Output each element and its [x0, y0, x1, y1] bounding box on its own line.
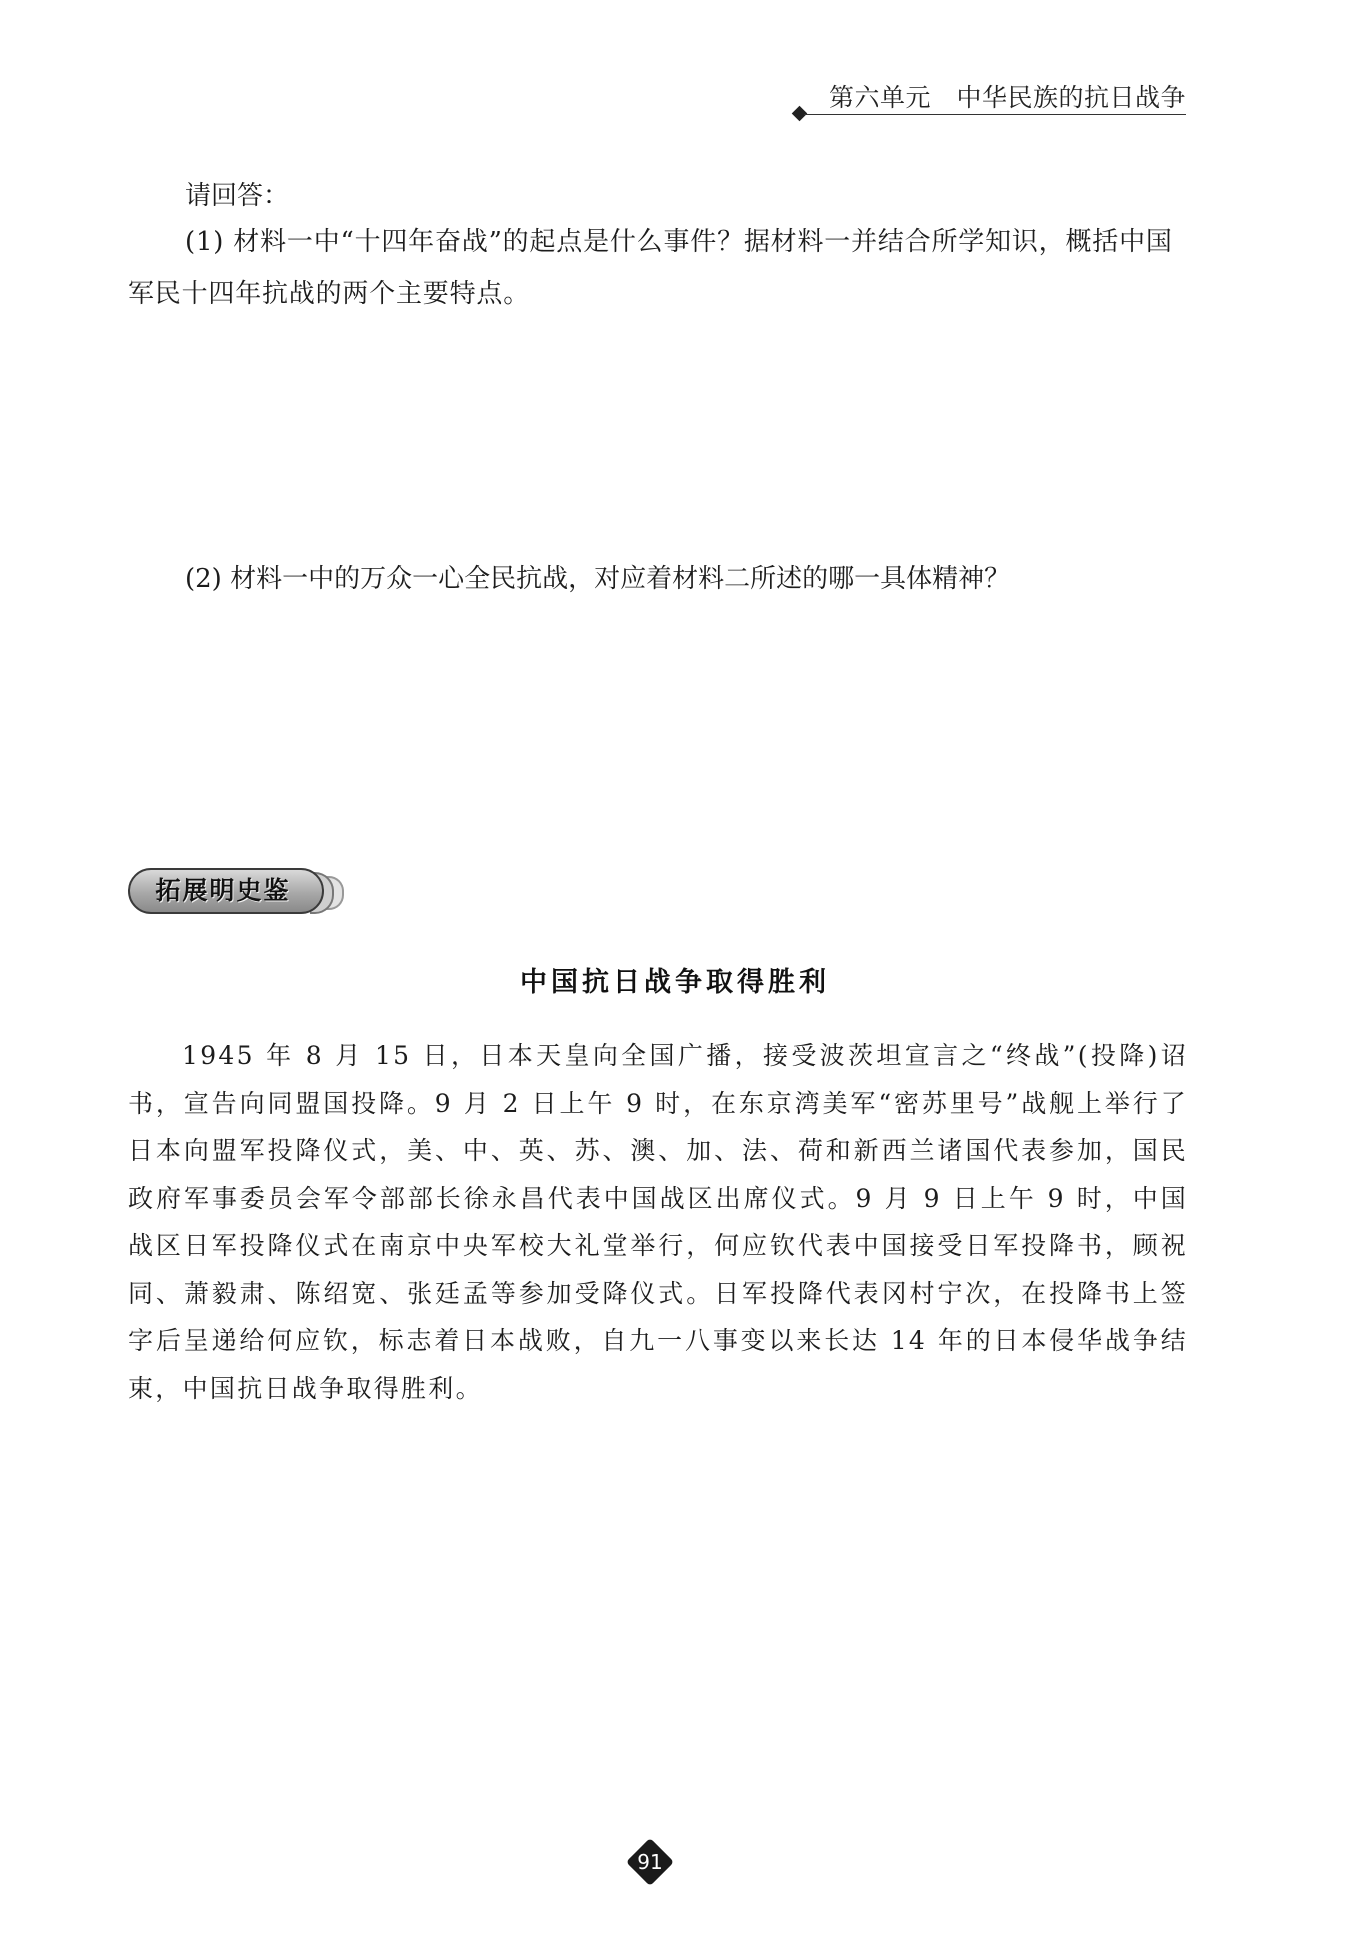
page-number: [626, 1838, 674, 1886]
running-header: [780, 78, 1186, 118]
question-2: (2) 材料一中的万众一心全民抗战，对应着材料二所述的哪一具体精神？: [185, 564, 1011, 594]
section-badge-label: 拓展明史鉴: [155, 876, 291, 905]
question-prompt: 请回答：: [185, 181, 290, 211]
article-body: 1945 年 8 月 15 日，日本天皇向全国广播，接受波茨坦宣言之“终战”(投降)诏书，宣告向同盟国投降。9 月 2 日上午 9 时，在东京湾美军“密苏里号”战舰上举行了日本向盟军投降仪式，美、中、英、苏、澳、加、法、荷和新西兰诸国代表参加，国民政府军事委员会军令部部长徐永昌代表中国战区出席仪式。9 月 9 日上午 9 时，中国战区日军投降仪式在南京中央军校大礼堂举行，何应钦代表中国接受日军投降书，顾祝同、萧毅肃、陈绍宽、张廷孟等参加受降仪式。日军投降代表冈村宁次，在投降书上签字后呈递给何应钦，标志着日本战败，自九一八事变以来长达 14 年的日本侵华战争结束，中国抗日战争取得胜利。: [128, 1041, 1188, 1403]
question-1: (1) 材料一中“十四年奋战”的起点是什么事件？据材料一并结合所学知识，概括中国军民十四年抗战的两个主要特点。: [128, 227, 1173, 309]
header-rule: [804, 114, 1186, 115]
running-header-title: 第六单元 中华民族的抗日战争: [828, 83, 1186, 112]
article-title: 中国抗日战争取得胜利: [520, 967, 830, 998]
page-number-text: 91: [637, 1850, 663, 1874]
section-badge: [128, 868, 348, 918]
